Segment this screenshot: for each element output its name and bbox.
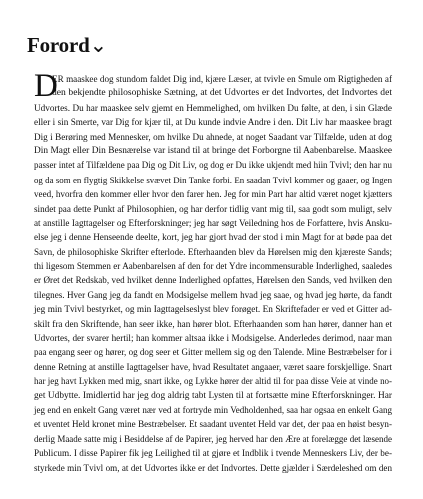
text-line: styrkede min Tvivl om, at det Udvortes ikke er det Indvortes. Dette gjælder i Særdeleshed om den — [34, 462, 392, 473]
text-line: eller i sin Smerte, var Dig for kjær til, at Du kunde indvie Andre i den. Dit Liv har maaskee bragt — [34, 117, 392, 128]
text-line: skilt fra den Skriftende, han seer ikke, han hører blot. Efterhaanden som han hører, danner han et — [34, 318, 392, 329]
text-line: derlig Maade satte mig i Besiddelse af de Papirer, jeg herved har den Ære at forelægge det læsende — [34, 433, 392, 444]
text-line: og da som en flygtig Skikkelse svævet Din Tanke forbi. En saadan Tvivl kommer og gaaer, og Ingen — [34, 174, 392, 185]
text-line: thi ligesom Stemmen er Aabenbarelsen af den for det Ydre incommensurable Inderlighed, saaledes — [34, 261, 392, 272]
text-line: Savn, de philosophiske Skrifter efterlode. Efterhaanden blev da Hørelsen mig den kjæreste Sands; — [34, 246, 392, 257]
text-line: passer intet af Tilfældene paa Dig og Dit Liv, og dog er Du ikke ukjendt med hiin Tvivl; den har nu — [34, 160, 392, 171]
text-line: sindet paa dette Punkt af Philosophien, og har derfor tidlig vant mig til, saa godt som muligt, selv — [34, 203, 392, 214]
text-line: denne Retning at anstille Iagttagelser have, hvad Resultatet angaaer, været saare forskjellige. Snart — [34, 361, 392, 372]
text-line: jeg min Tvivl bestyrket, og min Iagttagelseslyst blev forøget. En Skriftefader er ved et Gitter ad- — [34, 304, 392, 315]
text-line: et uventet Held kronet mine Bestræbelser. Et saadant uventet Held var det, der paa en høist besyn- — [34, 419, 392, 430]
page-title-text: Forord — [27, 33, 90, 58]
text-line: paa engang seer og hører, og dog seer et Gitter mellem sig og den Talende. Mine Bestræbelser for i — [34, 347, 392, 358]
text-line: at anstille Iagttagelser og Efterforskninger; jeg har søgt Veiledning hos de Forfattere, hvis Ansku- — [34, 217, 392, 228]
text-line: ER maaskee dog stundom faldet Dig ind, kjære Læser, at tvivle en Smule om Rigtigheden af — [52, 74, 392, 84]
page-title — [27, 33, 107, 58]
text-line: Publicum. I disse Papirer fik jeg Leilighed til at gjøre et Indblik i tvende Menneskers Liv, der be- — [34, 448, 392, 459]
text-line: Udvortes. Du har maaskee selv gjemt en Hemmelighed, om hvilken Du følte, at den, i sin Glæde — [34, 102, 392, 113]
text-line: else jeg i denne Henseende deelte, kort, jeg har gjort hvad der stod i min Magt for at bøde paa det — [34, 232, 392, 243]
title-flourish: ⌄ — [89, 33, 107, 58]
text-line: get Udbytte. Imidlertid har jeg dog aldrig tabt Lysten til at fortsætte mine Efterforskninger. Har — [34, 390, 392, 401]
text-line: jeg end en enkelt Gang været nær ved at fortryde min Vedholdenhed, saa har ogsaa en enkelt Gang — [34, 404, 392, 415]
drop-cap: D — [34, 68, 58, 104]
text-line: har jeg havt Lykken med mig, snart ikke, og Lykke hører der altid til for paa disse Veie at vinde no- — [34, 376, 392, 387]
text-line: veed, hvorfra den kommer eller hvor den farer hen. Jeg for min Part har altid været noget kjætters — [34, 189, 392, 200]
text-line: er Øret det Redskab, ved hvilket denne Inderlighed opfattes, Hørelsen den Sands, ved hvilken den — [34, 275, 392, 286]
text-line: Dig i Berøring med Mennesker, om hvilke Du ahnede, at noget Saadant var Tilfælde, uden at dog — [34, 131, 392, 142]
text-line: den bekjendte philosophiske Sætning, at det Udvortes er det Indvortes, det Indvortes det — [52, 87, 392, 99]
preface-body — [34, 68, 392, 475]
text-line: Udvortes, der svarer hertil; han kommer altsaa ikke i Modsigelse. Anderledes derimod, naar man — [34, 333, 392, 344]
text-line: tilegnes. Hver Gang jeg da fandt en Modsigelse mellem hvad jeg saae, og hvad jeg hørte, da fandt — [34, 289, 392, 300]
text-line: Din Magt eller Din Besnærelse var istand til at bringe det Forborgne til Aabenbarelse. Maaskee — [34, 145, 392, 156]
